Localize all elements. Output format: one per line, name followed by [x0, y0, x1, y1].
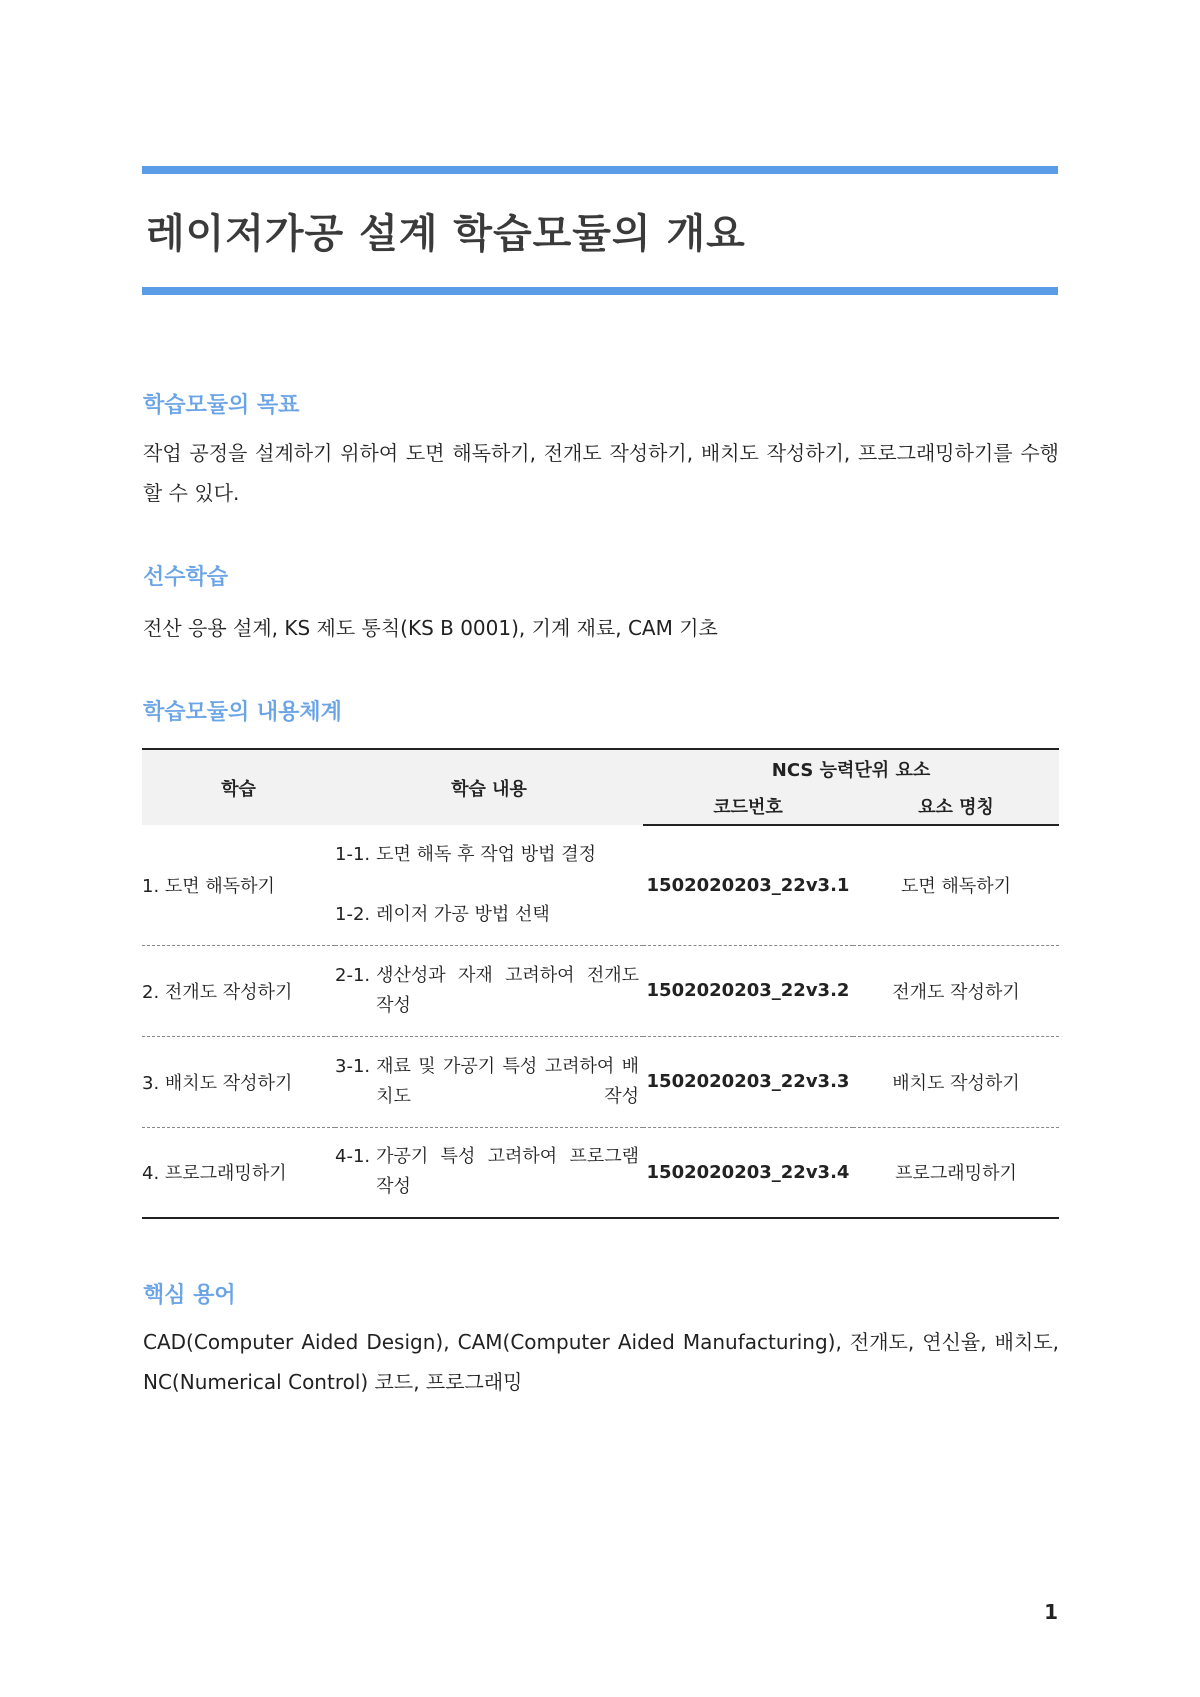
header-ncs: NCS 능력단위 요소 — [643, 749, 1059, 788]
header-learning: 학습 — [142, 749, 335, 825]
row-learning: 4. 프로그래밍하기 — [142, 1163, 287, 1185]
row-content — [335, 1127, 643, 1218]
page-title: 레이저가공 설계 학습모듈의 개요 — [146, 211, 746, 257]
row-content — [335, 1036, 643, 1127]
terms-heading: 핵심 용어 — [143, 1283, 236, 1308]
header-content: 학습 내용 — [335, 749, 643, 825]
title-top-rule — [142, 166, 1058, 174]
row-element: 배치도 작성하기 — [892, 1072, 1020, 1094]
row-content — [335, 945, 643, 1036]
row-code: 1502020203_22v3.4 — [646, 1161, 850, 1183]
row-element: 도면 해독하기 — [900, 876, 1012, 898]
prereq-text: 전산 응용 설계, KS 제도 통칙(KS B 0001), 기계 재료, CAM 기초 — [143, 616, 718, 640]
content-item-number: 2-1. — [335, 964, 371, 986]
content-structure-table — [142, 748, 1059, 1219]
content-item — [335, 900, 643, 930]
prereq-heading: 선수학습 — [143, 565, 229, 590]
content-item-text: 도면 해독 후 작업 방법 결정 — [376, 843, 597, 865]
content-item-text: 가공기 특성 고려하여 프로그램 작성 — [376, 1146, 639, 1198]
content-item-text: 재료 및 가공기 특성 고려하여 배치도 작성 — [376, 1055, 639, 1107]
table-row — [142, 1036, 1059, 1127]
content-item-text: 생산성과 자재 고려하여 전개도 작성 — [376, 964, 639, 1016]
content-item — [335, 961, 643, 1021]
goal-heading: 학습모듈의 목표 — [143, 393, 300, 418]
header-element-name: 요소 명칭 — [853, 788, 1059, 825]
row-element: 프로그래밍하기 — [895, 1163, 1017, 1185]
row-code: 1502020203_22v3.1 — [646, 874, 850, 896]
row-learning: 2. 전개도 작성하기 — [142, 981, 293, 1003]
terms-text: CAD(Computer Aided Design), CAM(Computer Aided Manufacturing), 전개도, 연신율, 배치도, NC(Numerical Control) 코드, 프로그래밍 — [143, 1330, 1059, 1394]
content-item-number: 1-1. — [335, 843, 371, 865]
row-learning: 1. 도면 해독하기 — [142, 875, 275, 897]
row-code: 1502020203_22v3.3 — [646, 1071, 850, 1092]
goal-text: 작업 공정을 설계하기 위하여 도면 해독하기, 전개도 작성하기, 배치도 작성하기, 프로그래밍하기를 수행할 수 있다. — [143, 441, 1059, 505]
row-code: 1502020203_22v3.2 — [646, 980, 850, 1001]
content-item-number: 3-1. — [335, 1055, 371, 1077]
table-row — [142, 945, 1059, 1036]
header-code: 코드번호 — [643, 788, 853, 825]
row-content — [335, 825, 643, 945]
structure-heading: 학습모듈의 내용체계 — [143, 700, 342, 725]
table-row — [142, 1127, 1059, 1218]
content-item — [335, 1142, 643, 1202]
row-learning: 3. 배치도 작성하기 — [142, 1072, 293, 1094]
content-item — [335, 840, 643, 870]
page-number: 1 — [1044, 1600, 1058, 1624]
row-element: 전개도 작성하기 — [892, 981, 1020, 1003]
content-item-number: 4-1. — [335, 1146, 371, 1168]
content-item — [335, 1052, 643, 1112]
table-row — [142, 825, 1059, 945]
content-item-text: 레이저 가공 방법 선택 — [376, 903, 550, 925]
content-item-number: 1-2. — [335, 903, 371, 925]
title-bottom-rule — [142, 287, 1058, 295]
